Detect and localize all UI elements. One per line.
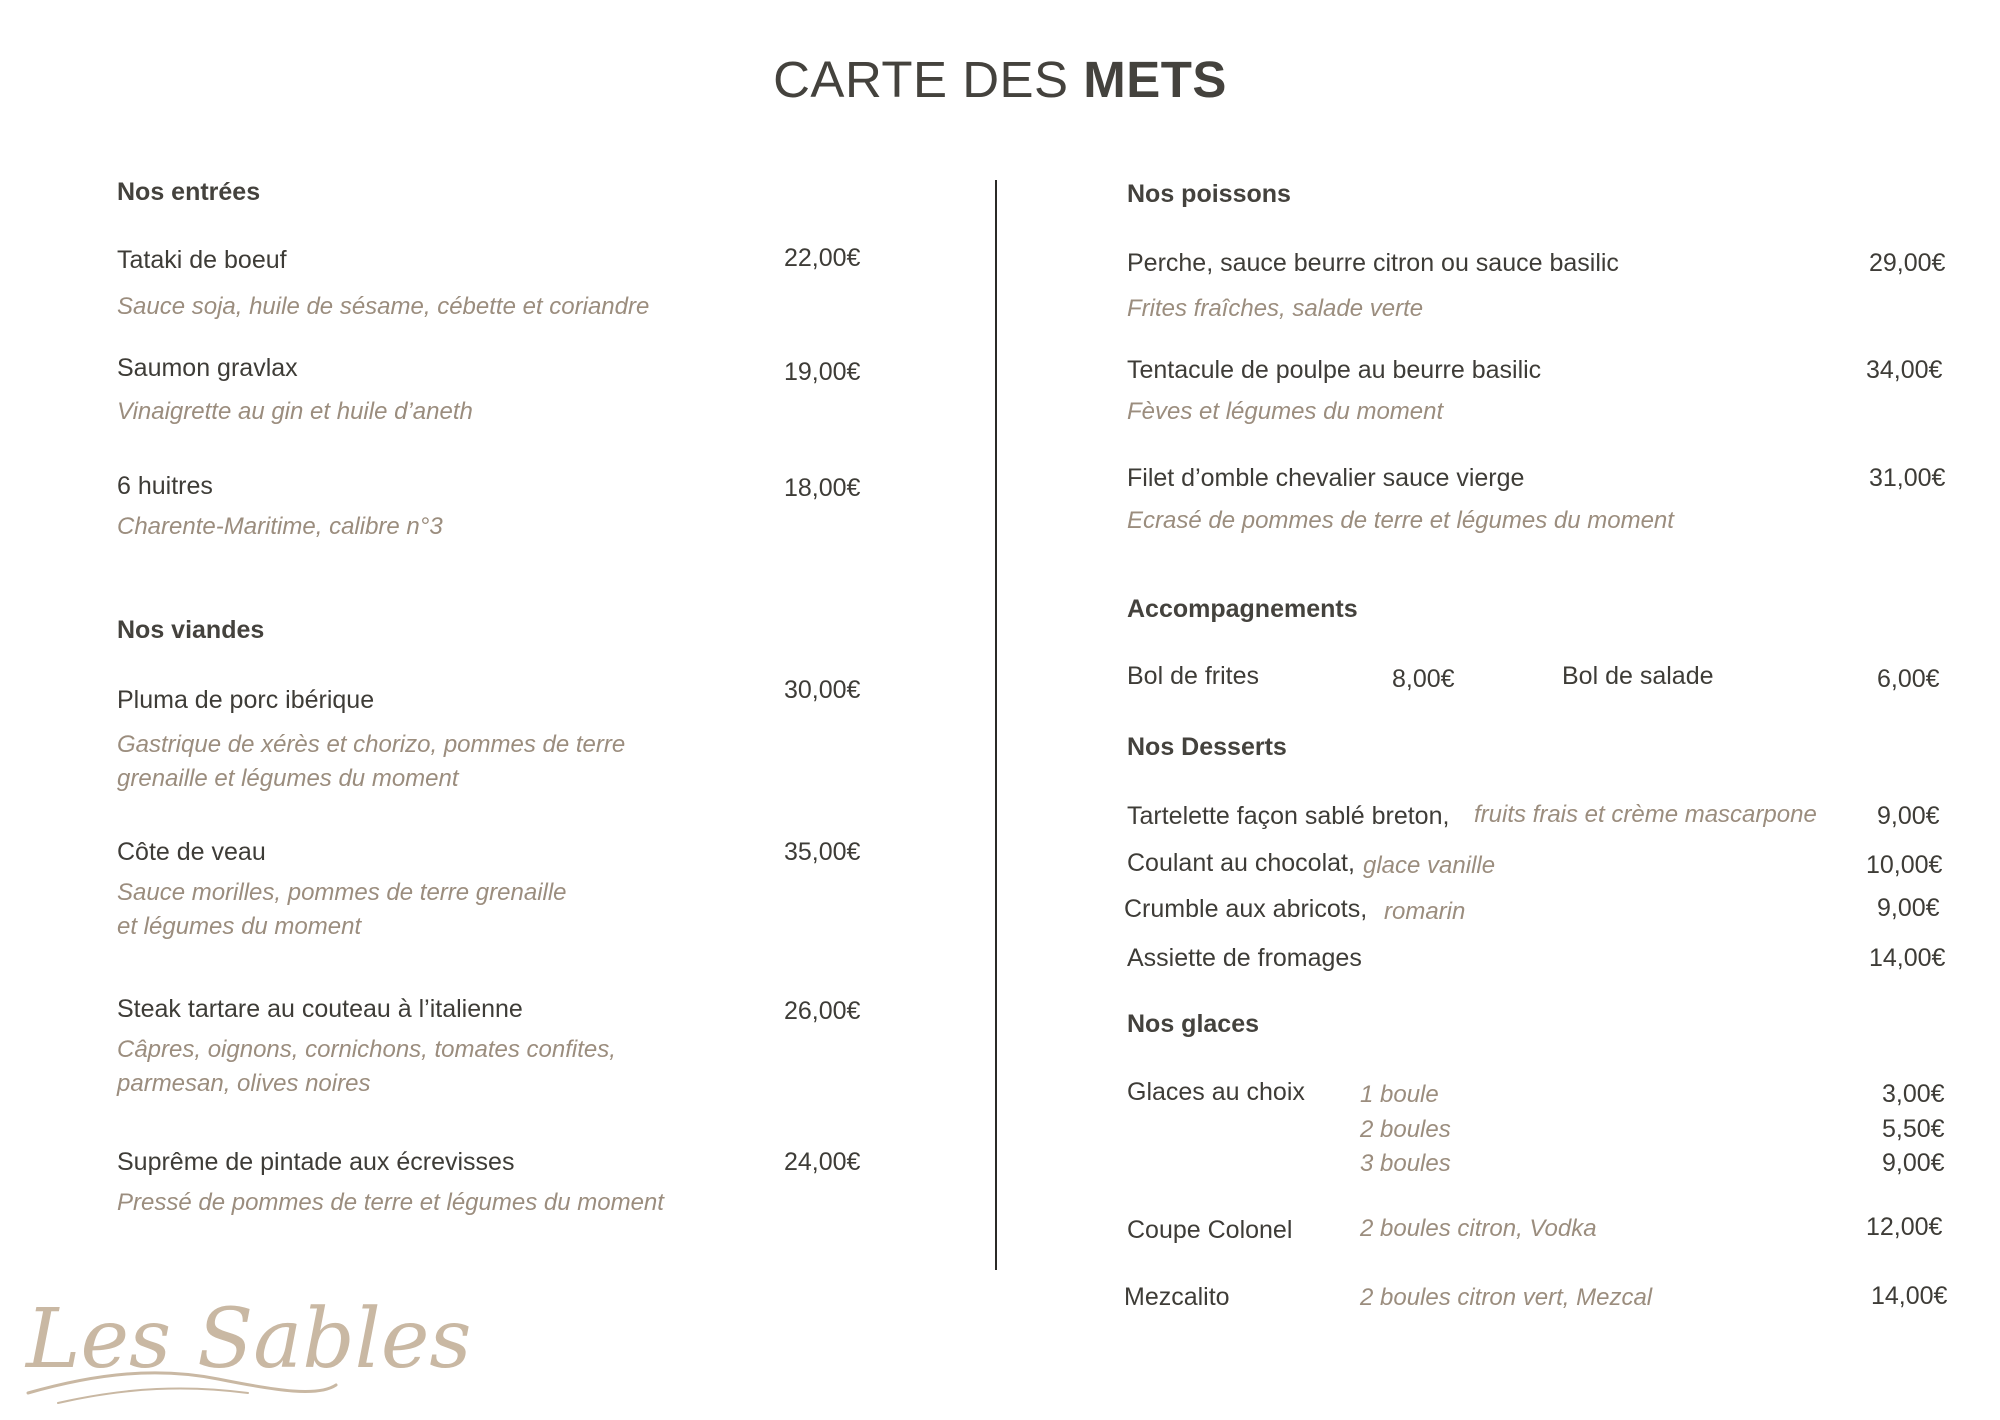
dish-price: 35,00€ <box>784 838 861 866</box>
les-sables-logo <box>18 1275 472 1415</box>
ice-cream-price: 14,00€ <box>1871 1282 1948 1310</box>
dish-description: Sauce soja, huile de sésame, cébette et coriandre <box>117 293 650 320</box>
dessert-price: 10,00€ <box>1866 851 1943 879</box>
section-heading-poissons: Nos poissons <box>1127 180 1291 208</box>
dish-name: Pluma de porc ibérique <box>117 686 375 714</box>
dish-description: Pressé de pommes de terre et légumes du moment <box>117 1189 664 1216</box>
dish-description: Fèves et légumes du moment <box>1127 398 1444 425</box>
dish-name: Filet d’omble chevalier sauce vierge <box>1127 464 1525 492</box>
ice-cream-option: 2 boules <box>1360 1116 1451 1143</box>
dish-description: Vinaigrette au gin et huile d’aneth <box>117 398 473 425</box>
ice-cream-price: 3,00€ <box>1882 1080 1945 1108</box>
side-name: Bol de frites <box>1127 662 1260 690</box>
dish-price: 34,00€ <box>1866 356 1943 384</box>
dish-description-line: Câpres, oignons, cornichons, tomates confites, <box>117 1036 616 1063</box>
dish-name: Suprême de pintade aux écrevisses <box>117 1148 515 1176</box>
dessert-name: Tartelette façon sablé breton, <box>1127 802 1450 830</box>
ice-cream-name: Mezcalito <box>1124 1283 1230 1311</box>
dish-name: Tataki de boeuf <box>117 246 287 274</box>
section-heading-viandes: Nos viandes <box>117 616 265 644</box>
section-heading-entrees: Nos entrées <box>117 178 261 206</box>
dessert-description: romarin <box>1384 898 1466 925</box>
dish-name: Tentacule de poulpe au beurre basilic <box>1127 356 1542 384</box>
dish-description-line: Gastrique de xérès et chorizo, pommes de terre <box>117 731 626 758</box>
dish-price: 31,00€ <box>1869 464 1946 492</box>
ice-cream-price: 12,00€ <box>1866 1213 1943 1241</box>
ice-cream-name: Glaces au choix <box>1127 1078 1305 1106</box>
ice-cream-description: 2 boules citron, Vodka <box>1360 1215 1597 1242</box>
dessert-description: fruits frais et crème mascarpone <box>1474 801 1817 828</box>
dish-description <box>117 728 757 796</box>
dish-price: 26,00€ <box>784 997 861 1025</box>
dessert-price: 9,00€ <box>1877 894 1940 922</box>
dish-description <box>117 876 757 944</box>
dessert-description: glace vanille <box>1363 852 1496 879</box>
dish-description-line: grenaille et légumes du moment <box>117 765 459 792</box>
ice-cream-option: 1 boule <box>1360 1081 1439 1108</box>
dessert-price: 9,00€ <box>1877 802 1940 830</box>
menu-title-bold: METS <box>1083 51 1227 108</box>
side-price: 8,00€ <box>1392 665 1455 693</box>
menu-title-light: CARTE DES <box>773 51 1069 108</box>
ice-cream-price: 5,50€ <box>1882 1115 1945 1143</box>
menu-title <box>0 50 2000 109</box>
ice-cream-option: 3 boules <box>1360 1150 1451 1177</box>
dish-price: 30,00€ <box>784 676 861 704</box>
ice-cream-name: Coupe Colonel <box>1127 1216 1293 1244</box>
dish-description-line: parmesan, olives noires <box>117 1070 371 1097</box>
dessert-name: Coulant au chocolat, <box>1127 849 1355 877</box>
section-heading-desserts: Nos Desserts <box>1127 733 1287 761</box>
dessert-name: Crumble aux abricots, <box>1124 895 1368 923</box>
dish-name: Steak tartare au couteau à l’italienne <box>117 995 523 1023</box>
logo-text: Les Sables <box>26 1292 472 1387</box>
section-heading-glaces: Nos glaces <box>1127 1010 1260 1038</box>
column-divider <box>995 180 997 1270</box>
side-price: 6,00€ <box>1877 665 1940 693</box>
dish-name: Saumon gravlax <box>117 354 298 382</box>
ice-cream-price: 9,00€ <box>1882 1149 1945 1177</box>
dish-price: 22,00€ <box>784 244 861 272</box>
dish-description: Charente-Maritime, calibre n°3 <box>117 513 443 540</box>
dish-description: Frites fraîches, salade verte <box>1127 295 1424 322</box>
side-name: Bol de salade <box>1562 662 1714 690</box>
dish-description-line: Sauce morilles, pommes de terre grenaille <box>117 879 567 906</box>
dessert-name: Assiette de fromages <box>1127 944 1362 972</box>
dish-price: 24,00€ <box>784 1148 861 1176</box>
dish-description: Ecrasé de pommes de terre et légumes du moment <box>1127 507 1674 534</box>
dessert-price: 14,00€ <box>1869 944 1946 972</box>
dish-name: 6 huitres <box>117 472 213 500</box>
section-heading-accompagnements: Accompagnements <box>1127 595 1358 623</box>
dish-description-line: et légumes du moment <box>117 913 362 940</box>
dish-price: 19,00€ <box>784 358 861 386</box>
dish-price: 29,00€ <box>1869 249 1946 277</box>
dish-name: Côte de veau <box>117 838 266 866</box>
dish-price: 18,00€ <box>784 474 861 502</box>
dish-name: Perche, sauce beurre citron ou sauce basilic <box>1127 249 1619 277</box>
dish-description <box>117 1033 757 1101</box>
ice-cream-description: 2 boules citron vert, Mezcal <box>1360 1284 1653 1311</box>
